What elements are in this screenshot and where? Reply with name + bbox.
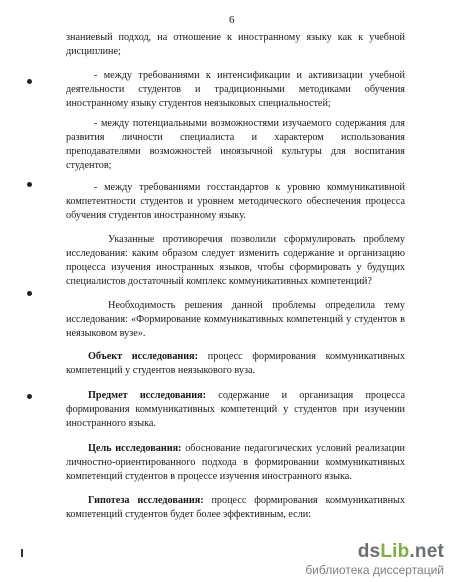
text-line bbox=[66, 145, 405, 159]
line-text: процесса изучения иностранных языков, чтобы сформировать у будущих bbox=[66, 262, 405, 273]
text-line bbox=[66, 470, 352, 484]
line-text: преподавателями возможностей иноязычной культуры для воспитания bbox=[66, 146, 405, 157]
line-text: иностранного языка. bbox=[66, 418, 156, 429]
line-text: обоснование педагогических условий реализации bbox=[181, 443, 405, 454]
watermark bbox=[305, 542, 444, 576]
line-text: иностранному языку студентов неязыковых специальностей; bbox=[66, 98, 331, 109]
text-line bbox=[66, 364, 255, 378]
text-line bbox=[66, 209, 246, 223]
line-text: обучения студентов иностранному языку. bbox=[66, 210, 246, 221]
text-line bbox=[108, 299, 405, 313]
text-line bbox=[66, 195, 405, 209]
text-line bbox=[66, 159, 112, 173]
line-text: - между потенциальными возможностями изучаемого содержания для bbox=[94, 118, 405, 129]
line-text: исследования: каким образом следует изменить содержание и организацию bbox=[66, 248, 405, 259]
line-text: компетентности студентов и уровнем методического обеспечения процесса bbox=[66, 196, 405, 207]
line-text: компетенций у студентов неязыкового вуза. bbox=[66, 365, 256, 376]
line-text: процесс формирования коммуникативных bbox=[198, 351, 405, 362]
text-line bbox=[66, 403, 405, 417]
line-text: знаниевый подход, на отношение к иностранному языку как к учебной bbox=[66, 32, 405, 43]
text-line bbox=[66, 261, 405, 275]
text-line bbox=[66, 131, 405, 145]
section-label: Объект исследования: bbox=[88, 351, 199, 362]
line-text: дисциплине; bbox=[66, 46, 121, 57]
margin-tick bbox=[21, 549, 23, 557]
watermark-logo: dsLib.net bbox=[357, 541, 444, 562]
line-text: неязыковом вузе». bbox=[66, 328, 146, 339]
line-text: - между требованиями к интенсификации и активизации учебной bbox=[94, 70, 405, 81]
text-line bbox=[66, 45, 121, 59]
text-line bbox=[66, 97, 331, 111]
text-line bbox=[88, 442, 405, 456]
line-text: - между требованиями госстандартов к уровню коммуникативной bbox=[94, 182, 405, 193]
text-line bbox=[94, 181, 405, 195]
text-line bbox=[66, 247, 405, 261]
text-line bbox=[88, 350, 405, 364]
line-text: компетенций студентов в процессе изучения иностранного языка. bbox=[66, 471, 352, 482]
text-line bbox=[88, 494, 405, 508]
line-text: компетенций студентов будет более эффективным, если: bbox=[66, 509, 312, 520]
line-text: процесс формирования коммуникативных bbox=[203, 495, 405, 506]
text-line bbox=[94, 69, 405, 83]
page-number: 6 bbox=[229, 14, 235, 26]
line-text: личностно-ориентированного подхода в формировании коммуникативных bbox=[66, 457, 405, 468]
section-label: Предмет исследования: bbox=[88, 390, 207, 401]
text-line bbox=[66, 275, 372, 289]
text-line bbox=[66, 83, 405, 97]
text-line bbox=[88, 389, 405, 403]
text-line bbox=[66, 31, 405, 45]
section-label: Цель исследования: bbox=[88, 443, 182, 454]
text-line bbox=[94, 117, 405, 131]
line-text: Указанные противоречия позволили сформулировать проблему bbox=[108, 234, 405, 245]
text-line bbox=[66, 508, 311, 522]
line-text: содержание и организация процесса bbox=[206, 390, 405, 401]
margin-mark bbox=[27, 394, 32, 399]
line-text: развития личности специалиста и характером использования bbox=[66, 132, 405, 143]
text-line bbox=[108, 233, 405, 247]
text-line bbox=[66, 313, 405, 327]
line-text: формирования коммуникативных компетенций у студентов при изучении bbox=[66, 404, 405, 415]
line-text: исследования: «Формирование коммуникативных компетенций у студентов в bbox=[66, 314, 405, 325]
line-text: специалистов достаточный комплекс коммуникативных компетенций? bbox=[66, 276, 372, 287]
text-line bbox=[66, 417, 156, 431]
line-text: деятельности студентов и традиционными методиками обучения bbox=[66, 84, 405, 95]
margin-mark bbox=[27, 182, 32, 187]
text-line bbox=[66, 456, 405, 470]
margin-mark bbox=[27, 79, 32, 84]
section-label: Гипотеза исследования: bbox=[88, 495, 204, 506]
text-line bbox=[66, 327, 145, 341]
line-text: студентов; bbox=[66, 160, 112, 171]
line-text: Необходимость решения данной проблемы определила тему bbox=[108, 300, 405, 311]
margin-mark bbox=[27, 291, 32, 296]
watermark-subtitle: библиотека диссертаций bbox=[305, 563, 444, 577]
